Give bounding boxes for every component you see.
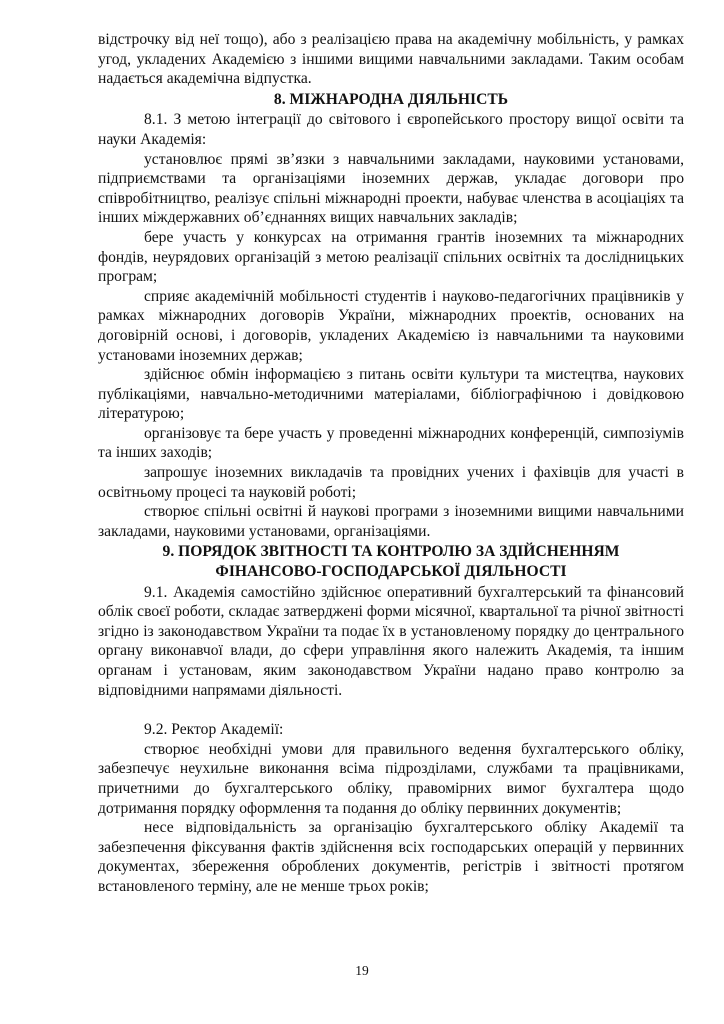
section-8-paragraph-7: запрошує іноземних викладачів та провідних учених і фахівців для участі в освітньому процесі та науковій роботі; [98,464,684,501]
document-body [98,30,684,897]
section-9-heading [98,542,684,581]
section-8-paragraph-4: сприяє академічній мобільності студентів і науково-педагогічних працівників у рамках міжнародних договорів України, міжнародних проектів, основаних на договірній основі, і договорів, укладених Академією із навчальними та науковими установами іноземних держав; [98,287,684,364]
section-9-heading-line-1: 9. ПОРЯДОК ЗВІТНОСТІ ТА КОНТРОЛЮ ЗА ЗДІЙСНЕННЯМ [162,543,620,561]
section-8-heading: 8. МІЖНАРОДНА ДІЯЛЬНІСТЬ [273,90,509,108]
section-8-paragraph-2: установлює прямі зв’язки з навчальними закладами, науковими установами, підприємствами та організаціями іноземних держав, укладає договори про співробітництво, реалізує спільні міжнародні проекти, набуває членства в асоціаціях та інших міждержавних об’єднаннях вищих навчальних закладів; [98,150,684,227]
section-8-paragraph-3: бере участь у конкурсах на отримання грантів іноземних та міжнародних фондів, неурядових організацій з метою реалізації спільних освітніх та дослідницьких програм; [98,228,684,286]
section-8-paragraph-6: організовує та бере участь у проведенні міжнародних конференцій, симпозіумів та інших заходів; [98,424,684,462]
section-9-paragraph-2: 9.2. Ректор Академії: [144,721,284,739]
section-9-paragraph-4: несе відповідальність за організацію бухгалтерського обліку Академії та забезпечення фіксування фактів здійснення всіх господарських операцій у первинних документах, збереження оброблених документів, регістрів і звітності протягом встановленого терміну, але не менше трьох років; [98,819,684,895]
section-9-paragraph-3: створює необхідні умови для правильного ведення бухгалтерського обліку, забезпечує неухильне виконання всіма підрозділами, службами та працівниками, причетними до бухгалтерського обліку, правомірних вимог бухгалтера щодо дотримання порядку оформлення та подання до обліку первинних документів; [98,740,684,817]
intro-paragraph: відстрочку від неї тощо), або з реалізацією права на академічну мобільність, у рамках угод, укладених Академією з іншими вищими навчальними закладами. Таким особам надається академічна відпустка. [98,31,684,88]
section-8-paragraph-5: здійснює обмін інформацією з питань освіти культури та мистецтва, наукових публікаціями, навчально-методичними матеріалами, бібліографічною і довідковою літературою; [98,366,684,423]
section-8-paragraph-1: 8.1. З метою інтеграції до світового і європейського простору вищої освіти та науки Академія: [98,111,684,148]
section-9-heading-line-2: ФІНАНСОВО-ГОСПОДАРСЬКОЇ ДІЯЛЬНОСТІ [215,563,567,581]
page-number: 19 [355,963,369,978]
section-8-paragraph-8: створює спільні освітні й наукові програми з іноземними вищими навчальними закладами, науковими установами, організаціями. [98,503,684,540]
section-9-paragraph-1: 9.1. Академія самостійно здійснює оперативний бухгалтерський та фінансовий облік своєї роботи, складає затверджені форми місячної, квартальної та річної звітності згідно із законодавством України та подає їх в установленому порядку до центрального органу виконавчої влади, до сфери управління якого належить Академія, та іншим органам і установам, яким законодавством України надано право контролю за відповідними напрямами діяльності. [98,583,684,699]
